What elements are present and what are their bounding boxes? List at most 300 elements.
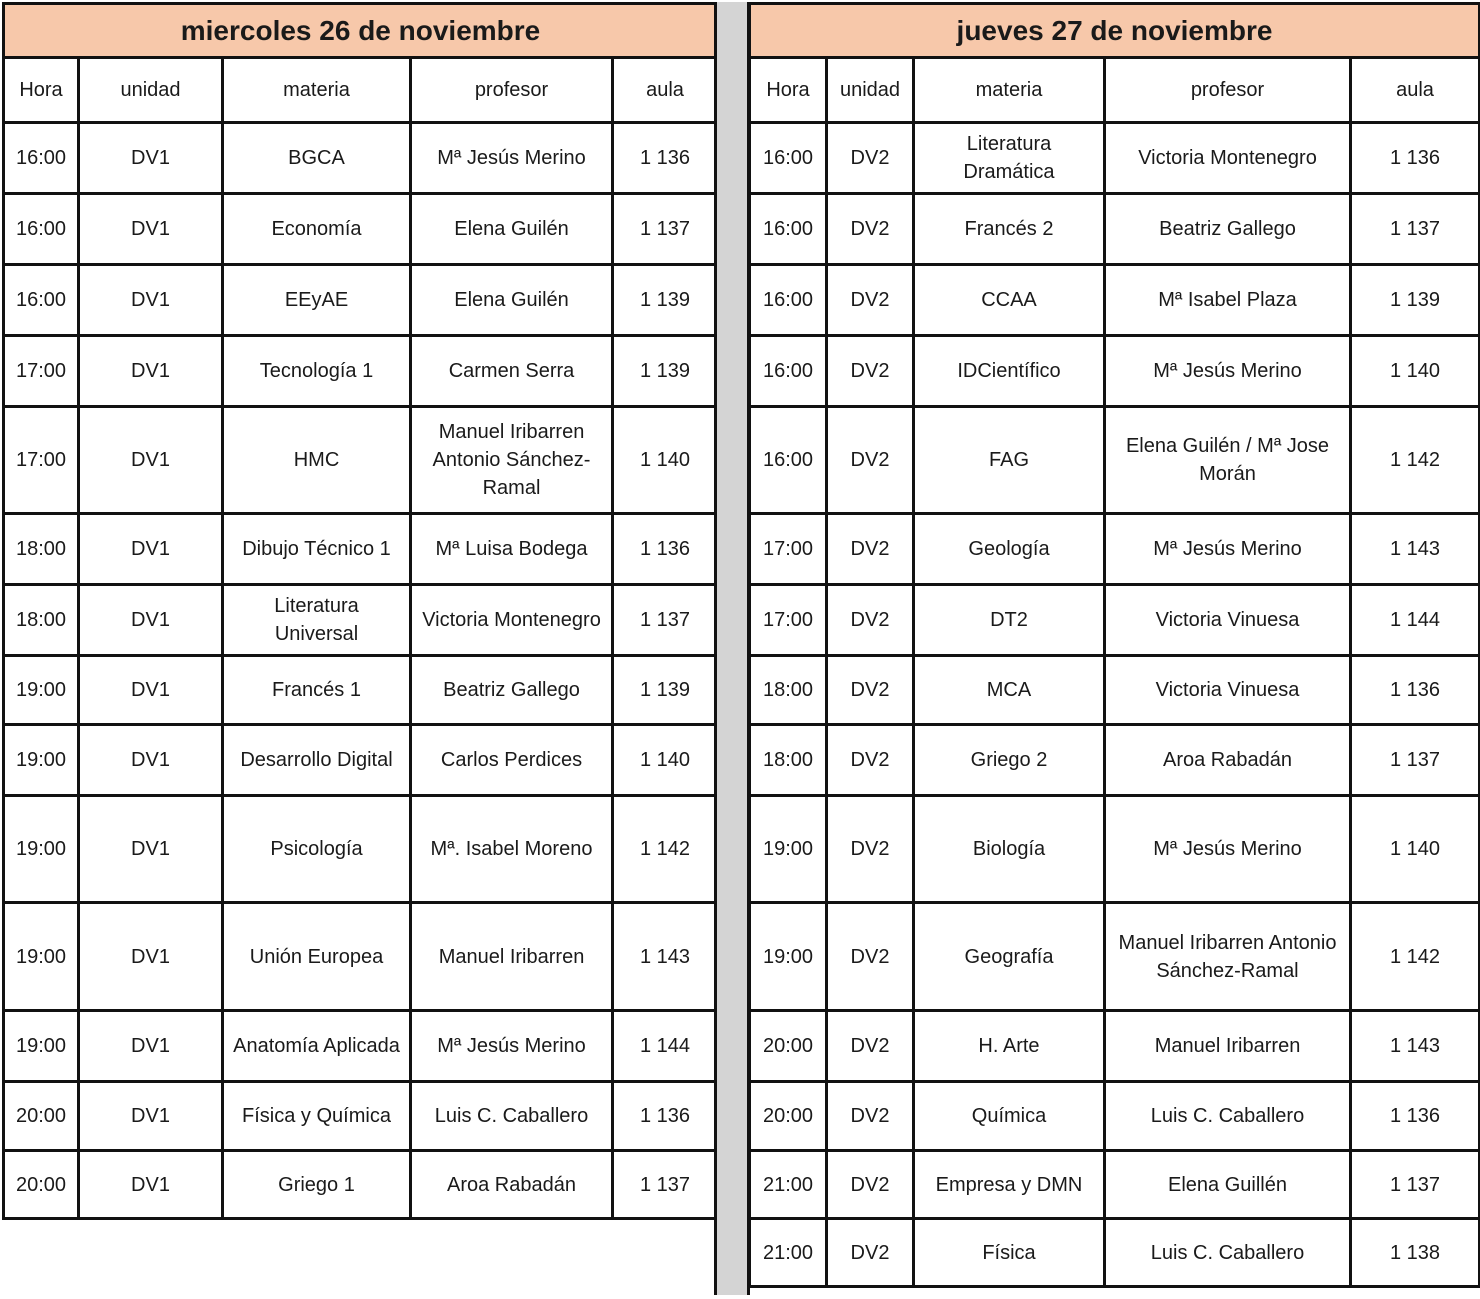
unidad-text: DV2 bbox=[850, 360, 890, 382]
aula-text: 1 137 bbox=[639, 1173, 691, 1196]
table-row bbox=[750, 725, 1480, 796]
table-row bbox=[750, 265, 1480, 336]
aula-text: 1 137 bbox=[639, 218, 691, 240]
aula-text: 1 144 bbox=[1389, 609, 1441, 631]
cell-aula bbox=[613, 1011, 718, 1082]
unidad-text: DV2 bbox=[850, 609, 890, 631]
cell-unidad bbox=[79, 725, 223, 796]
cell-aula bbox=[1351, 407, 1480, 514]
hora-text: 19:00 bbox=[762, 945, 814, 968]
header-profesor: profesor bbox=[1105, 58, 1351, 123]
cell-unidad bbox=[827, 336, 914, 407]
aula-text: 1 137 bbox=[1389, 1173, 1441, 1196]
aula-text: 1 139 bbox=[639, 679, 691, 701]
cell-unidad bbox=[827, 1011, 914, 1082]
cell-hora bbox=[4, 796, 79, 903]
profesor-text: Manuel Iribarren bbox=[438, 945, 585, 968]
hora-text: 16:00 bbox=[762, 147, 814, 169]
table-row bbox=[750, 123, 1480, 194]
cell-profesor bbox=[1105, 1011, 1351, 1082]
materia-text: Literatura Dramática bbox=[963, 133, 1055, 183]
aula-text: 1 140 bbox=[1389, 838, 1441, 860]
profesor-text: Elena Guilén bbox=[454, 289, 569, 311]
materia-text: Francés 1 bbox=[272, 679, 361, 701]
table-row bbox=[4, 123, 718, 194]
profesor-text: Victoria Vinuesa bbox=[1155, 609, 1300, 631]
cell-profesor bbox=[411, 265, 613, 336]
column-header-row bbox=[750, 58, 1480, 123]
materia-text: BGCA bbox=[288, 147, 345, 169]
materia-text: Geología bbox=[968, 538, 1050, 560]
cell-profesor bbox=[1105, 1219, 1351, 1287]
cell-hora bbox=[750, 656, 827, 725]
cell-aula bbox=[613, 407, 718, 514]
materia-text: Griego 1 bbox=[278, 1173, 355, 1196]
cell-aula bbox=[1351, 1011, 1480, 1082]
unidad-text: DV1 bbox=[131, 945, 170, 968]
cell-materia bbox=[914, 656, 1105, 725]
table-row bbox=[750, 656, 1480, 725]
profesor-text: Victoria Montenegro bbox=[422, 609, 601, 631]
hora-text: 19:00 bbox=[15, 945, 67, 968]
cell-materia bbox=[914, 1151, 1105, 1219]
cell-unidad bbox=[79, 514, 223, 585]
table-row bbox=[4, 656, 718, 725]
unidad-text: DV1 bbox=[131, 609, 170, 631]
cell-materia bbox=[223, 656, 411, 725]
profesor-text: Mª Jesús Merino bbox=[437, 1035, 586, 1057]
hora-text: 19:00 bbox=[15, 749, 67, 771]
cell-materia bbox=[223, 1082, 411, 1151]
cell-aula bbox=[613, 336, 718, 407]
cell-materia bbox=[223, 194, 411, 265]
cell-hora bbox=[750, 336, 827, 407]
cell-unidad bbox=[827, 585, 914, 656]
unidad-text: DV1 bbox=[131, 749, 170, 771]
cell-unidad bbox=[79, 407, 223, 514]
cell-profesor bbox=[1105, 407, 1351, 514]
unidad-text: DV2 bbox=[850, 218, 890, 240]
cell-hora bbox=[750, 407, 827, 514]
aula-text: 1 143 bbox=[1389, 1035, 1441, 1057]
table-row bbox=[4, 407, 718, 514]
hora-text: 18:00 bbox=[15, 609, 67, 631]
cell-hora bbox=[750, 1011, 827, 1082]
hora-text: 16:00 bbox=[762, 218, 814, 240]
hora-text: 18:00 bbox=[15, 538, 67, 560]
cell-unidad bbox=[79, 1151, 223, 1219]
cell-hora bbox=[4, 1011, 79, 1082]
cell-aula bbox=[613, 796, 718, 903]
aula-text: 1 140 bbox=[1389, 360, 1441, 382]
hora-text: 16:00 bbox=[762, 449, 814, 471]
table-row bbox=[4, 514, 718, 585]
cell-profesor bbox=[411, 903, 613, 1011]
unidad-text: DV1 bbox=[131, 289, 170, 311]
profesor-text: Carlos Perdices bbox=[440, 749, 583, 771]
table-row bbox=[4, 903, 718, 1011]
profesor-text: Aroa Rabadán bbox=[1163, 749, 1292, 771]
aula-text: 1 142 bbox=[1389, 449, 1441, 471]
aula-text: 1 143 bbox=[1389, 538, 1441, 560]
cell-materia bbox=[223, 336, 411, 407]
cell-hora bbox=[4, 514, 79, 585]
cell-hora bbox=[750, 585, 827, 656]
cell-materia bbox=[914, 123, 1105, 194]
cell-profesor bbox=[1105, 194, 1351, 265]
header-aula: aula bbox=[613, 58, 718, 123]
hora-text: 16:00 bbox=[15, 289, 67, 311]
aula-text: 1 136 bbox=[639, 1105, 691, 1127]
materia-text: CCAA bbox=[981, 289, 1037, 311]
cell-unidad bbox=[79, 1082, 223, 1151]
hora-text: 17:00 bbox=[762, 609, 814, 631]
aula-text: 1 140 bbox=[639, 449, 691, 471]
aula-text: 1 136 bbox=[1389, 147, 1441, 169]
aula-text: 1 139 bbox=[639, 289, 691, 311]
cell-profesor bbox=[1105, 796, 1351, 903]
cell-materia bbox=[914, 194, 1105, 265]
header-aula: aula bbox=[1351, 58, 1480, 123]
header-hora: Hora bbox=[4, 58, 79, 123]
hora-text: 20:00 bbox=[15, 1173, 67, 1196]
unidad-text: DV1 bbox=[131, 147, 170, 169]
cell-profesor bbox=[1105, 585, 1351, 656]
materia-text: HMC bbox=[293, 449, 340, 471]
unidad-text: DV2 bbox=[850, 147, 890, 169]
table-row bbox=[750, 1151, 1480, 1219]
aula-text: 1 142 bbox=[639, 838, 691, 860]
cell-materia bbox=[914, 903, 1105, 1011]
cell-aula bbox=[613, 903, 718, 1011]
cell-hora bbox=[4, 336, 79, 407]
unidad-text: DV1 bbox=[131, 449, 170, 471]
cell-profesor bbox=[411, 123, 613, 194]
hora-text: 19:00 bbox=[15, 679, 67, 701]
cell-profesor bbox=[411, 656, 613, 725]
materia-text: Griego 2 bbox=[970, 749, 1048, 771]
cell-unidad bbox=[79, 585, 223, 656]
cell-materia bbox=[223, 123, 411, 194]
cell-unidad bbox=[827, 123, 914, 194]
aula-text: 1 142 bbox=[1389, 945, 1441, 968]
unidad-text: DV1 bbox=[131, 538, 170, 560]
cell-profesor bbox=[411, 585, 613, 656]
cell-hora bbox=[750, 123, 827, 194]
header-hora: Hora bbox=[750, 58, 827, 123]
hora-text: 19:00 bbox=[15, 838, 67, 860]
table-row bbox=[750, 1219, 1480, 1287]
cell-profesor bbox=[411, 1011, 613, 1082]
materia-text: Anatomía Aplicada bbox=[233, 1035, 400, 1057]
hora-text: 20:00 bbox=[762, 1105, 814, 1127]
cell-unidad bbox=[827, 1219, 914, 1287]
day-title-thursday: jueves 27 de noviembre bbox=[750, 4, 1480, 58]
table-row bbox=[4, 265, 718, 336]
cell-profesor bbox=[1105, 725, 1351, 796]
table-row bbox=[750, 796, 1480, 903]
cell-profesor bbox=[1105, 123, 1351, 194]
cell-materia bbox=[223, 407, 411, 514]
hora-text: 17:00 bbox=[15, 449, 67, 471]
cell-unidad bbox=[827, 265, 914, 336]
table-row bbox=[4, 725, 718, 796]
materia-text: Francés 2 bbox=[964, 218, 1054, 240]
cell-materia bbox=[223, 514, 411, 585]
unidad-text: DV2 bbox=[850, 289, 890, 311]
cell-aula bbox=[613, 725, 718, 796]
cell-hora bbox=[4, 1082, 79, 1151]
cell-aula bbox=[1351, 336, 1480, 407]
cell-profesor bbox=[411, 514, 613, 585]
materia-text: H. Arte bbox=[978, 1035, 1040, 1057]
table-row bbox=[750, 903, 1480, 1011]
profesor-text: Manuel Iribarren Antonio Sánchez-Ramal bbox=[1118, 931, 1337, 982]
cell-profesor bbox=[411, 1151, 613, 1219]
materia-text: Física y Química bbox=[242, 1105, 391, 1127]
profesor-text: Mª Jesús Merino bbox=[1153, 538, 1302, 560]
cell-materia bbox=[223, 1011, 411, 1082]
profesor-text: Aroa Rabadán bbox=[447, 1173, 576, 1196]
aula-text: 1 136 bbox=[1389, 679, 1441, 701]
cell-unidad bbox=[79, 796, 223, 903]
materia-text: Geografía bbox=[964, 945, 1054, 968]
cell-hora bbox=[750, 514, 827, 585]
column-header-row bbox=[4, 58, 718, 123]
hora-text: 18:00 bbox=[762, 749, 814, 771]
aula-text: 1 140 bbox=[639, 749, 691, 771]
table-row bbox=[4, 336, 718, 407]
hora-text: 16:00 bbox=[762, 289, 814, 311]
cell-unidad bbox=[827, 407, 914, 514]
unidad-text: DV2 bbox=[850, 449, 890, 471]
cell-materia bbox=[914, 725, 1105, 796]
unidad-text: DV1 bbox=[131, 1105, 170, 1127]
unidad-text: DV1 bbox=[131, 1173, 170, 1196]
unidad-text: DV1 bbox=[131, 360, 170, 382]
cell-unidad bbox=[79, 265, 223, 336]
cell-hora bbox=[750, 725, 827, 796]
materia-text: Unión Europea bbox=[249, 945, 384, 968]
hora-text: 20:00 bbox=[15, 1105, 67, 1127]
aula-text: 1 143 bbox=[639, 945, 691, 968]
cell-hora bbox=[4, 656, 79, 725]
materia-text: IDCientífico bbox=[957, 360, 1061, 382]
cell-profesor bbox=[411, 725, 613, 796]
cell-aula bbox=[1351, 656, 1480, 725]
cell-materia bbox=[914, 585, 1105, 656]
profesor-text: Luis C. Caballero bbox=[434, 1105, 589, 1127]
profesor-text: Mª. Isabel Moreno bbox=[430, 838, 593, 860]
cell-aula bbox=[613, 514, 718, 585]
cell-profesor bbox=[1105, 265, 1351, 336]
cell-hora bbox=[4, 194, 79, 265]
cell-aula bbox=[613, 123, 718, 194]
unidad-text: DV2 bbox=[850, 1105, 890, 1127]
cell-hora bbox=[750, 1219, 827, 1287]
cell-unidad bbox=[827, 796, 914, 903]
unidad-text: DV2 bbox=[850, 1035, 890, 1057]
hora-text: 17:00 bbox=[15, 360, 67, 382]
table-row bbox=[4, 1151, 718, 1219]
header-materia: materia bbox=[223, 58, 411, 123]
cell-unidad bbox=[79, 123, 223, 194]
profesor-text: Beatriz Gallego bbox=[443, 679, 580, 701]
cell-aula bbox=[1351, 265, 1480, 336]
hora-text: 19:00 bbox=[15, 1035, 67, 1057]
profesor-text: Victoria Vinuesa bbox=[1155, 679, 1300, 701]
cell-hora bbox=[750, 903, 827, 1011]
hora-text: 16:00 bbox=[15, 218, 67, 240]
cell-materia bbox=[914, 1219, 1105, 1287]
unidad-text: DV2 bbox=[850, 749, 890, 771]
aula-text: 1 136 bbox=[639, 147, 691, 169]
cell-materia bbox=[223, 265, 411, 336]
materia-text: Desarrollo Digital bbox=[240, 749, 393, 771]
hora-text: 16:00 bbox=[15, 147, 67, 169]
cell-profesor bbox=[411, 796, 613, 903]
profesor-text: Mª Luisa Bodega bbox=[435, 538, 588, 560]
unidad-text: DV1 bbox=[131, 218, 170, 240]
header-unidad: unidad bbox=[827, 58, 914, 123]
cell-hora bbox=[4, 585, 79, 656]
schedule-table-wednesday bbox=[2, 2, 719, 1220]
cell-aula bbox=[1351, 903, 1480, 1011]
profesor-text: Mª Jesús Merino bbox=[1153, 360, 1302, 382]
materia-text: Psicología bbox=[270, 838, 363, 860]
aula-text: 1 136 bbox=[1389, 1105, 1441, 1127]
materia-text: Economía bbox=[271, 218, 362, 240]
cell-aula bbox=[613, 1151, 718, 1219]
cell-unidad bbox=[79, 336, 223, 407]
table-row bbox=[4, 1011, 718, 1082]
cell-materia bbox=[914, 265, 1105, 336]
cell-aula bbox=[613, 585, 718, 656]
cell-aula bbox=[1351, 194, 1480, 265]
materia-text: Química bbox=[971, 1105, 1047, 1127]
cell-profesor bbox=[411, 336, 613, 407]
materia-text: Tecnología 1 bbox=[259, 360, 374, 382]
unidad-text: DV2 bbox=[850, 1241, 890, 1264]
materia-text: Literatura Universal bbox=[274, 595, 359, 645]
cell-unidad bbox=[827, 1151, 914, 1219]
cell-profesor bbox=[411, 194, 613, 265]
cell-materia bbox=[914, 336, 1105, 407]
materia-text: Dibujo Técnico 1 bbox=[242, 538, 391, 560]
cell-unidad bbox=[79, 194, 223, 265]
materia-text: Empresa y DMN bbox=[935, 1173, 1083, 1196]
cell-aula bbox=[613, 656, 718, 725]
profesor-text: Luis C. Caballero bbox=[1150, 1105, 1305, 1127]
aula-text: 1 139 bbox=[1389, 289, 1441, 311]
profesor-text: Luis C. Caballero bbox=[1150, 1241, 1305, 1264]
aula-text: 1 137 bbox=[1389, 218, 1441, 240]
materia-text: MCA bbox=[986, 679, 1032, 701]
cell-unidad bbox=[827, 514, 914, 585]
aula-text: 1 136 bbox=[639, 538, 691, 560]
cell-hora bbox=[4, 1151, 79, 1219]
cell-aula bbox=[1351, 1219, 1480, 1287]
header-materia: materia bbox=[914, 58, 1105, 123]
schedule-table-thursday bbox=[748, 2, 1480, 1288]
profesor-text: Mª Isabel Plaza bbox=[1158, 289, 1297, 311]
cell-materia bbox=[914, 514, 1105, 585]
cell-profesor bbox=[1105, 514, 1351, 585]
profesor-text: Carmen Serra bbox=[448, 360, 575, 382]
cell-hora bbox=[4, 725, 79, 796]
unidad-text: DV1 bbox=[131, 1035, 170, 1057]
cell-aula bbox=[1351, 585, 1480, 656]
hora-text: 21:00 bbox=[762, 1173, 814, 1196]
profesor-text: Mª Jesús Merino bbox=[437, 147, 586, 169]
unidad-text: DV2 bbox=[850, 538, 890, 560]
aula-text: 1 137 bbox=[1389, 749, 1441, 771]
unidad-text: DV2 bbox=[850, 1173, 890, 1196]
hora-text: 20:00 bbox=[762, 1035, 814, 1057]
unidad-text: DV2 bbox=[850, 945, 890, 968]
header-unidad: unidad bbox=[79, 58, 223, 123]
cell-hora bbox=[750, 1082, 827, 1151]
cell-materia bbox=[223, 725, 411, 796]
cell-aula bbox=[1351, 1082, 1480, 1151]
cell-unidad bbox=[827, 725, 914, 796]
cell-hora bbox=[4, 407, 79, 514]
cell-hora bbox=[750, 265, 827, 336]
profesor-text: Beatriz Gallego bbox=[1159, 218, 1296, 240]
cell-unidad bbox=[827, 656, 914, 725]
cell-aula bbox=[1351, 1151, 1480, 1219]
cell-profesor bbox=[1105, 1151, 1351, 1219]
aula-text: 1 137 bbox=[639, 609, 691, 631]
aula-text: 1 144 bbox=[639, 1035, 691, 1057]
cell-unidad bbox=[827, 194, 914, 265]
table-row bbox=[750, 1011, 1480, 1082]
cell-aula bbox=[1351, 725, 1480, 796]
profesor-text: Mª Jesús Merino bbox=[1153, 838, 1302, 860]
cell-aula bbox=[613, 194, 718, 265]
materia-text: DT2 bbox=[990, 609, 1028, 631]
cell-materia bbox=[223, 903, 411, 1011]
cell-unidad bbox=[79, 656, 223, 725]
table-row bbox=[4, 194, 718, 265]
cell-unidad bbox=[79, 1011, 223, 1082]
hora-text: 18:00 bbox=[762, 679, 814, 701]
table-row bbox=[4, 796, 718, 903]
cell-materia bbox=[914, 1011, 1105, 1082]
cell-hora bbox=[750, 796, 827, 903]
profesor-text: Elena Guillén bbox=[1168, 1173, 1287, 1196]
materia-text: Física bbox=[982, 1241, 1036, 1264]
profesor-text: Victoria Montenegro bbox=[1138, 147, 1317, 169]
materia-text: EEyAE bbox=[284, 289, 349, 311]
cell-aula bbox=[1351, 514, 1480, 585]
day-title-wednesday: miercoles 26 de noviembre bbox=[4, 4, 718, 58]
hora-text: 21:00 bbox=[762, 1241, 814, 1264]
cell-materia bbox=[914, 796, 1105, 903]
materia-text: Biología bbox=[972, 838, 1046, 860]
aula-text: 1 138 bbox=[1389, 1241, 1441, 1264]
materia-text: FAG bbox=[988, 449, 1029, 471]
profesor-text: Elena Guilén / Mª Jose Morán bbox=[1125, 435, 1330, 485]
cell-hora bbox=[4, 903, 79, 1011]
table-row bbox=[750, 514, 1480, 585]
cell-unidad bbox=[827, 903, 914, 1011]
unidad-text: DV2 bbox=[850, 679, 890, 701]
table-row bbox=[4, 1082, 718, 1151]
table-row bbox=[750, 336, 1480, 407]
cell-materia bbox=[223, 796, 411, 903]
unidad-text: DV1 bbox=[131, 838, 170, 860]
